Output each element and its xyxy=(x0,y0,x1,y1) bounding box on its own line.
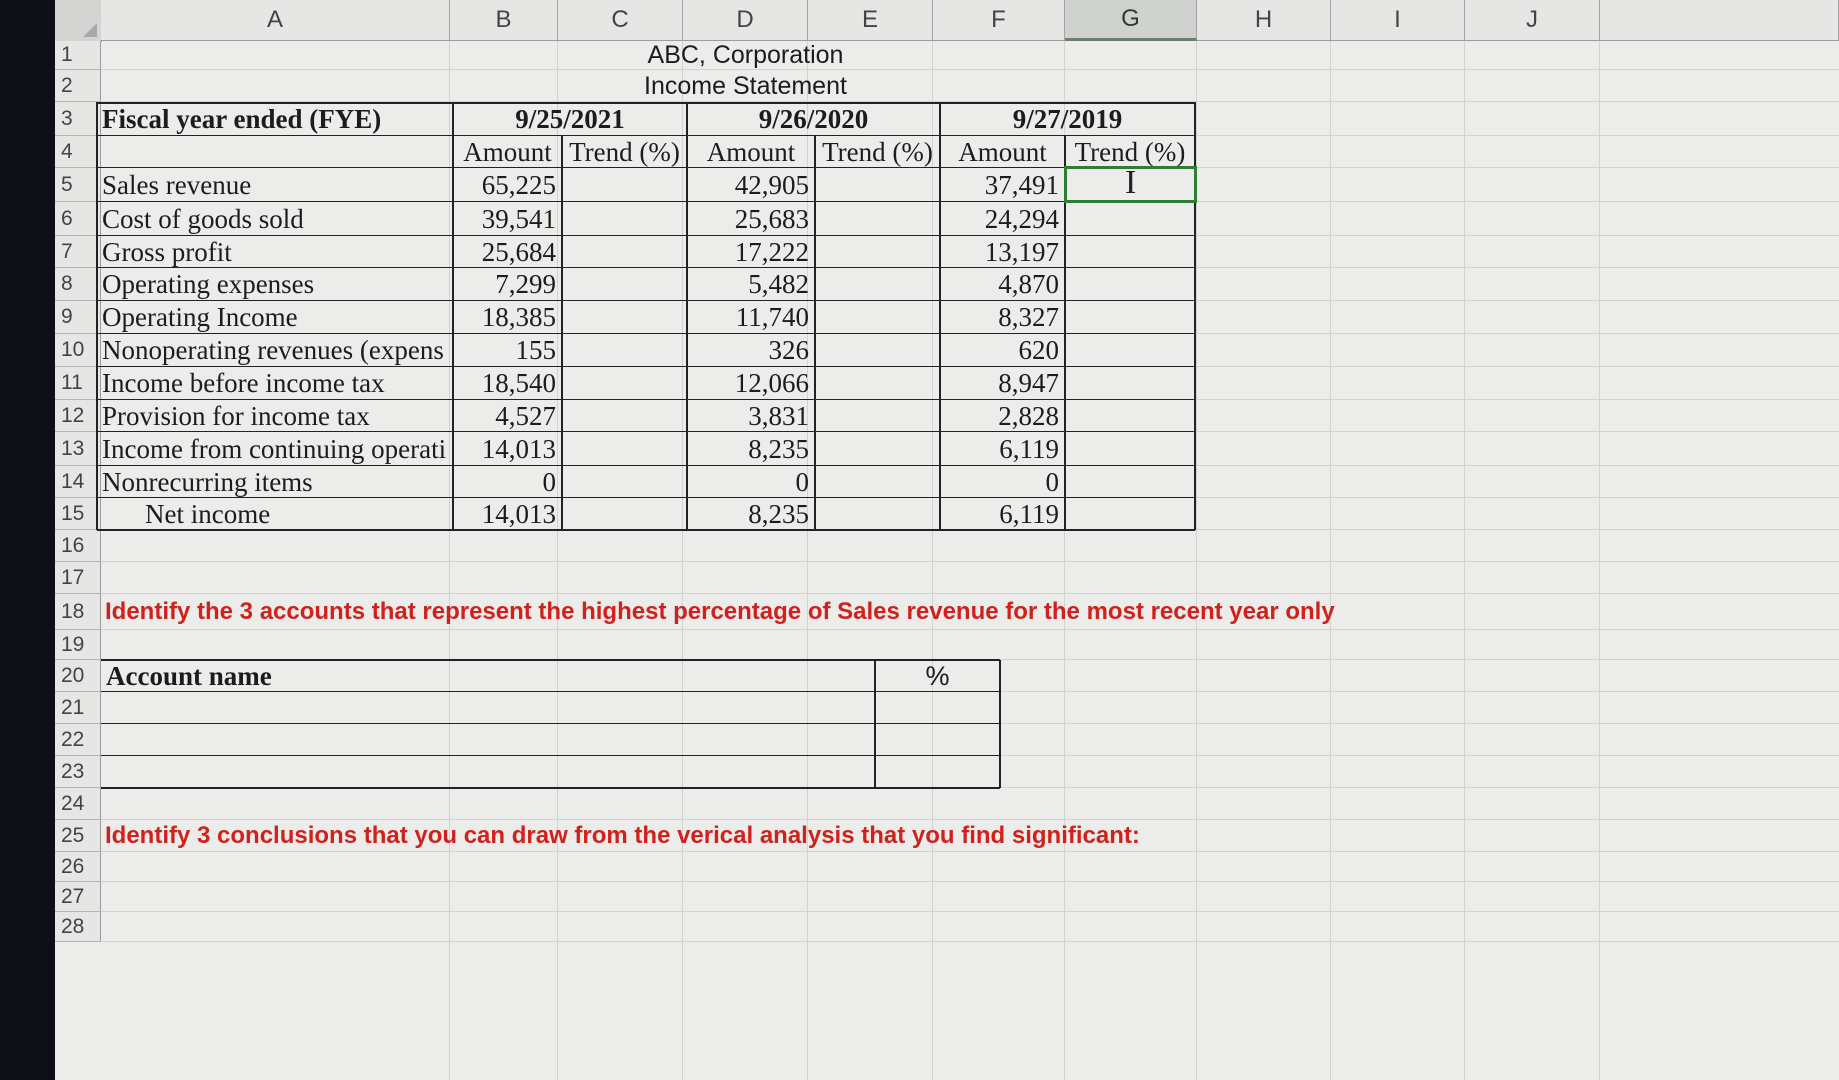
trend-cell-9-27-2019[interactable] xyxy=(1065,236,1195,268)
question-2[interactable]: Identify 3 conclusions that you can draw from the verical analysis that you find significant: xyxy=(105,822,1140,849)
trend-cell-9-26-2020[interactable] xyxy=(815,367,940,400)
row-header-14[interactable]: 14 xyxy=(55,466,101,498)
column-header-f[interactable]: F xyxy=(933,0,1065,41)
line-item-label[interactable]: Sales revenue xyxy=(102,169,252,200)
amount-cell-9-25-2021[interactable]: 4,527 xyxy=(495,400,556,431)
amount-cell-9-27-2019[interactable]: 37,491 xyxy=(984,169,1059,200)
table-border-horizontal xyxy=(97,300,1195,301)
trend-cell-9-25-2021[interactable] xyxy=(562,400,687,432)
amount-cell-9-26-2020[interactable]: 3,831 xyxy=(748,400,809,431)
trend-cell-9-26-2020[interactable] xyxy=(815,498,940,530)
amount-cell-9-25-2021[interactable]: 18,540 xyxy=(481,368,556,398)
row-header-19[interactable]: 19 xyxy=(55,630,101,660)
gridline-horizontal xyxy=(101,69,1839,70)
trend-cell-9-25-2021[interactable] xyxy=(562,367,687,400)
percent-header[interactable]: % xyxy=(925,660,950,691)
trend-cell-9-26-2020[interactable] xyxy=(815,236,940,268)
amount-cell-9-25-2021[interactable]: 25,684 xyxy=(481,236,556,267)
gridline-horizontal xyxy=(101,941,1839,942)
column-header-i[interactable]: I xyxy=(1331,0,1465,41)
answer-border-top xyxy=(101,659,1000,661)
trend-cell-9-25-2021[interactable] xyxy=(562,236,687,268)
table-border-horizontal xyxy=(97,201,1195,202)
amount-cell-9-27-2019[interactable]: 620 xyxy=(1018,335,1059,365)
column-header-a[interactable]: A xyxy=(101,0,450,41)
row-header-27[interactable]: 27 xyxy=(55,882,101,912)
line-item-label[interactable]: Gross profit xyxy=(102,236,232,267)
gridline-horizontal xyxy=(101,561,1839,562)
row-header-15[interactable]: 15 xyxy=(55,498,101,530)
trend-cell-9-26-2020[interactable] xyxy=(815,432,940,466)
column-header-b[interactable]: B xyxy=(450,0,558,41)
row-header-23[interactable]: 23 xyxy=(55,756,101,788)
row-header-9[interactable]: 9 xyxy=(55,301,101,334)
trend-cell-9-27-2019[interactable] xyxy=(1065,498,1195,530)
row-header-25[interactable]: 25 xyxy=(55,820,101,852)
trend-cell-9-25-2021[interactable] xyxy=(562,334,687,367)
column-header-h[interactable]: H xyxy=(1197,0,1331,41)
row-header-11[interactable]: 11 xyxy=(55,367,101,400)
column-header-c[interactable]: C xyxy=(558,0,683,41)
table-border-horizontal xyxy=(97,399,1195,400)
spreadsheet-grid[interactable] xyxy=(55,0,1839,1080)
select-all-corner[interactable] xyxy=(55,0,102,42)
amount-cell-9-27-2019[interactable]: 8,327 xyxy=(998,302,1059,332)
amount-cell-9-25-2021[interactable]: 14,013 xyxy=(481,498,556,529)
row-header-26[interactable]: 26 xyxy=(55,852,101,882)
row-header-1[interactable]: 1 xyxy=(55,41,101,70)
amount-cell-9-27-2019[interactable]: 2,828 xyxy=(998,400,1059,431)
line-item-label[interactable]: Operating expenses xyxy=(102,269,315,299)
amount-cell-9-25-2021[interactable]: 65,225 xyxy=(481,169,556,200)
amount-cell-9-26-2020[interactable]: 12,066 xyxy=(734,368,809,398)
answer-account-cell[interactable] xyxy=(101,724,875,756)
trend-cell-9-27-2019[interactable] xyxy=(1065,432,1195,466)
table-border-horizontal xyxy=(97,333,1195,334)
gridline-horizontal xyxy=(101,881,1839,882)
question-1[interactable]: Identify the 3 accounts that represent the highest percentage of Sales revenue for the most recent year only xyxy=(105,598,1335,625)
trend-cell-9-25-2021[interactable] xyxy=(562,202,687,236)
trend-cell-9-27-2019[interactable] xyxy=(1065,268,1195,301)
table-border-horizontal xyxy=(97,366,1195,367)
account-name-header[interactable]: Account name xyxy=(106,660,272,691)
trend-header-2019[interactable]: Trend (%) xyxy=(1074,136,1186,167)
amount-cell-9-27-2019[interactable]: 0 xyxy=(1045,466,1059,497)
answer-border-vertical xyxy=(874,660,876,788)
row-header-18[interactable]: 18 xyxy=(55,594,101,630)
trend-cell-9-27-2019[interactable] xyxy=(1065,367,1195,400)
column-header-j[interactable]: J xyxy=(1465,0,1600,41)
trend-cell-9-26-2020[interactable] xyxy=(815,301,940,334)
line-item-label[interactable]: Cost of goods sold xyxy=(102,203,304,234)
amount-header-2019[interactable]: Amount xyxy=(958,136,1047,167)
amount-cell-9-26-2020[interactable]: 326 xyxy=(768,335,809,365)
row-header-8[interactable]: 8 xyxy=(55,268,101,301)
amount-cell-9-25-2021[interactable]: 155 xyxy=(515,335,556,365)
line-item-label[interactable]: Operating Income xyxy=(102,302,298,332)
amount-cell-9-26-2020[interactable]: 11,740 xyxy=(735,302,809,332)
row-header-24[interactable]: 24 xyxy=(55,788,101,820)
amount-cell-9-26-2020[interactable]: 0 xyxy=(795,466,809,497)
trend-cell-9-26-2020[interactable] xyxy=(815,268,940,301)
answer-border-horizontal xyxy=(101,691,1000,692)
table-border-horizontal xyxy=(97,235,1195,236)
statement-title[interactable]: Income Statement xyxy=(644,71,847,100)
fye-label[interactable]: Fiscal year ended (FYE) xyxy=(102,103,382,134)
row-header-17[interactable]: 17 xyxy=(55,562,101,594)
trend-cell-9-25-2021[interactable] xyxy=(562,301,687,334)
year-header-2020[interactable]: 9/26/2020 xyxy=(758,103,869,134)
answer-border-vertical xyxy=(999,660,1001,788)
row-header-13[interactable]: 13 xyxy=(55,432,101,466)
row-header-7[interactable]: 7 xyxy=(55,236,101,268)
row-header-22[interactable]: 22 xyxy=(55,724,101,756)
trend-cell-9-25-2021[interactable] xyxy=(562,466,687,498)
trend-cell-9-25-2021[interactable] xyxy=(562,268,687,301)
trend-cell-9-26-2020[interactable] xyxy=(815,466,940,498)
answer-border-horizontal xyxy=(101,755,1000,756)
amount-cell-9-25-2021[interactable]: 39,541 xyxy=(481,203,556,234)
amount-cell-9-27-2019[interactable]: 6,119 xyxy=(999,433,1059,464)
row-header-12[interactable]: 12 xyxy=(55,400,101,432)
trend-cell-9-26-2020[interactable] xyxy=(815,400,940,432)
amount-cell-9-25-2021[interactable]: 7,299 xyxy=(495,269,556,299)
row-header-21[interactable]: 21 xyxy=(55,692,101,724)
amount-header-2021[interactable]: Amount xyxy=(463,136,552,167)
year-header-2021[interactable]: 9/25/2021 xyxy=(515,103,625,134)
table-border-horizontal xyxy=(97,431,1195,432)
line-item-label[interactable]: Net income xyxy=(145,498,271,529)
company-title[interactable]: ABC, Corporation xyxy=(647,41,844,69)
trend-cell-9-25-2021[interactable] xyxy=(562,498,687,530)
amount-cell-9-27-2019[interactable]: 4,870 xyxy=(998,269,1059,299)
trend-header-2020[interactable]: Trend (%) xyxy=(822,136,933,167)
row-header-6[interactable]: 6 xyxy=(55,202,101,236)
row-header-3[interactable]: 3 xyxy=(55,102,101,136)
table-border-horizontal xyxy=(97,167,1195,168)
line-item-label[interactable]: Nonoperating revenues (expens xyxy=(102,335,444,365)
trend-cell-9-27-2019[interactable] xyxy=(1065,466,1195,498)
table-border-horizontal xyxy=(97,135,1195,136)
amount-cell-9-27-2019[interactable]: 13,197 xyxy=(984,236,1059,267)
amount-cell-9-26-2020[interactable]: 42,905 xyxy=(734,169,809,200)
amount-cell-9-25-2021[interactable]: 14,013 xyxy=(481,433,556,464)
answer-account-cell[interactable] xyxy=(101,692,875,724)
table-border-bottom xyxy=(97,529,1195,531)
row-header-2[interactable]: 2 xyxy=(55,70,101,102)
trend-cell-9-27-2019[interactable] xyxy=(1065,202,1195,236)
year-header-2019[interactable]: 9/27/2019 xyxy=(1012,103,1123,134)
amount-cell-9-27-2019[interactable]: 24,294 xyxy=(984,203,1059,234)
trend-cell-9-26-2020[interactable] xyxy=(815,168,940,202)
row-header-20[interactable]: 20 xyxy=(55,660,101,692)
trend-cell-9-25-2021[interactable] xyxy=(562,432,687,466)
column-header-g[interactable]: G xyxy=(1065,0,1197,41)
amount-cell-9-26-2020[interactable]: 8,235 xyxy=(748,433,809,464)
row-header-28[interactable]: 28 xyxy=(55,912,101,942)
amount-cell-9-26-2020[interactable]: 8,235 xyxy=(748,498,809,529)
trend-cell-9-26-2020[interactable] xyxy=(815,202,940,236)
amount-cell-9-26-2020[interactable]: 25,683 xyxy=(734,203,809,234)
row-header-10[interactable]: 10 xyxy=(55,334,101,367)
text-cursor-icon: I xyxy=(1125,164,1137,201)
row-header-4[interactable]: 4 xyxy=(55,136,101,168)
trend-cell-9-27-2019[interactable] xyxy=(1065,400,1195,432)
amount-cell-9-25-2021[interactable]: 0 xyxy=(542,466,556,497)
trend-cell-9-26-2020[interactable] xyxy=(815,334,940,367)
answer-account-cell[interactable] xyxy=(101,756,875,788)
table-border-top xyxy=(97,102,1195,104)
trend-header-2021[interactable]: Trend (%) xyxy=(569,136,680,167)
trend-cell-9-25-2021[interactable] xyxy=(562,168,687,202)
amount-cell-9-25-2021[interactable]: 18,385 xyxy=(481,302,556,332)
answer-percent-cell[interactable] xyxy=(875,692,1000,724)
answer-percent-cell[interactable] xyxy=(875,756,1000,788)
amount-header-2020[interactable]: Amount xyxy=(706,136,796,167)
amount-cell-9-27-2019[interactable]: 6,119 xyxy=(999,498,1059,529)
column-header-blank xyxy=(1600,0,1839,41)
answer-percent-cell[interactable] xyxy=(875,724,1000,756)
trend-cell-9-27-2019[interactable] xyxy=(1065,334,1195,367)
corner-triangle-icon xyxy=(83,23,97,37)
amount-cell-9-26-2020[interactable]: 5,482 xyxy=(748,269,809,299)
answer-border-bottom xyxy=(101,787,1000,789)
line-item-label[interactable]: Income from continuing operati xyxy=(102,433,447,464)
amount-cell-9-26-2020[interactable]: 17,222 xyxy=(734,236,809,267)
table-border-horizontal xyxy=(97,497,1195,498)
table-border-horizontal xyxy=(97,267,1195,268)
row-header-16[interactable]: 16 xyxy=(55,530,101,562)
row-header-5[interactable]: 5 xyxy=(55,168,101,202)
trend-cell-9-27-2019[interactable] xyxy=(1065,301,1195,334)
table-border-horizontal xyxy=(97,465,1195,466)
column-header-e[interactable]: E xyxy=(808,0,933,41)
line-item-label[interactable]: Income before income tax xyxy=(102,368,385,398)
gridline-horizontal xyxy=(101,911,1839,912)
line-item-label[interactable]: Nonrecurring items xyxy=(102,466,313,497)
amount-cell-9-27-2019[interactable]: 8,947 xyxy=(998,368,1059,398)
line-item-label[interactable]: Provision for income tax xyxy=(102,400,370,431)
answer-border-horizontal xyxy=(101,723,1000,724)
column-header-d[interactable]: D xyxy=(683,0,808,41)
